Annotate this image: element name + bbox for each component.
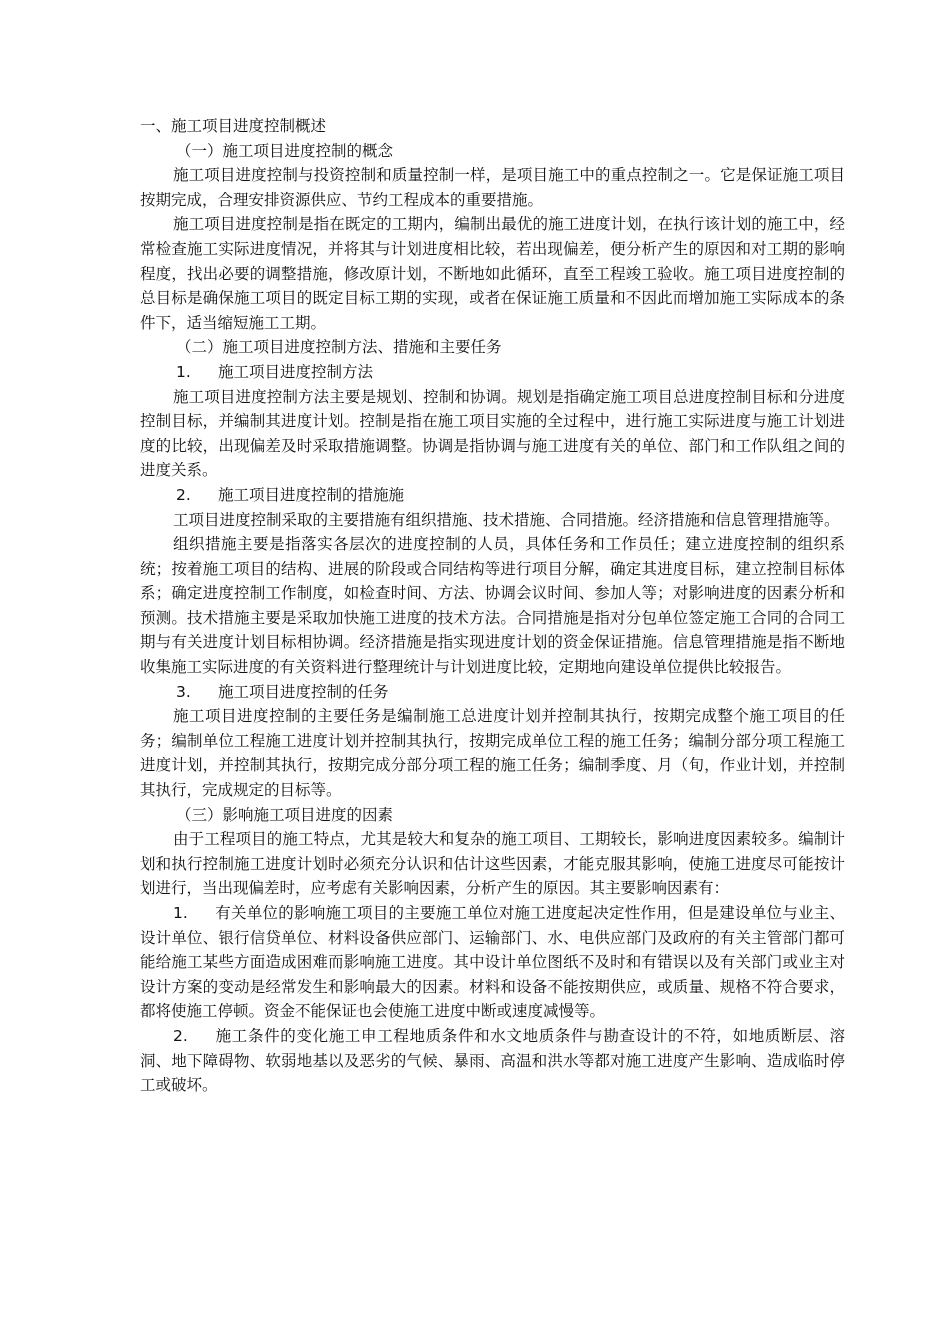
- subsection-2-1-paragraph: 施工项目进度控制方法主要是规划、控制和协调。规划是指确定施工项目总进度控制目标和分进度控制目标，并编制其进度计划。控制是指在施工项目实施的全过程中，进行施工实际进度与施工计划进度的比较，出现偏差及时采取措施调整。协调是指协调与施工进度有关的单位、部门和工作队组之间的进度关系。: [140, 387, 845, 480]
- factor-number: 2.: [173, 1026, 188, 1045]
- factor-text: 有关单位的影响施工项目的主要施工单位对施工进度起决定性作用，但是建设单位与业主、设计单位、银行信贷单位、材料设备供应部门、运输部门、水、电供应部门及政府的有关主管部门都可能给施工某些方面造成困难而影响施工进度。其中设计单位图纸不及时和有错误以及有关部门或业主对设计方案的变动是经常发生和影响最大的因素。材料和设备不能按期供应，或质量、规格不符合要求，都将使施工停顿。资金不能保证也会使施工进度中断或速度减慢等。: [140, 904, 845, 1021]
- subsection-number: 3.: [176, 682, 191, 701]
- heading-level-1: 一、施工项目进度控制概述: [140, 117, 327, 135]
- subsection-title: 施工项目进度控制的任务: [218, 682, 389, 701]
- section-1-paragraph-2: 施工项目进度控制是指在既定的工期内，编制出最优的施工进度计划，在执行该计划的施工中，经常检查施工实际进度情况，并将其与计划进度相比较，若出现偏差，便分析产生的原因和对工期的影响程度，找出必要的调整措施，修改原计划，不断地如此循环，直至工程竣工验收。施工项目进度控制的总目标是确保施工项目的既定目标工期的实现，或者在保证施工质量和不因此而增加施工实际成本的条件下，适当缩短施工工期。: [140, 215, 845, 332]
- section-3-title: （三）影响施工项目进度的因素: [176, 805, 394, 824]
- factor-number: 1.: [173, 904, 188, 922]
- factor-text: 施工条件的变化施工申工程地质条件和水文地质条件与勘查设计的不符，如地质断层、溶洞、地下障碍物、软弱地基以及恶劣的气候、暴雨、高温和洪水等都对施工进度产生影响、造成临时停工或破坏。: [140, 1026, 845, 1095]
- section-1-title: （一）施工项目进度控制的概念: [176, 141, 394, 160]
- section-1-paragraph-1: 施工项目进度控制与投资控制和质量控制一样，是项目施工中的重点控制之一。它是保证施工项目按期完成，合理安排资源供应、节约工程成本的重要措施。: [140, 166, 845, 209]
- section-3-paragraph: 由于工程项目的施工特点，尤其是较大和复杂的施工项目、工期较长，影响进度因素较多。编制计划和执行控制施工进度计划时必须充分认识和估计这些因素，才能克服其影响，使施工进度尽可能按计划进行，当出现偏差时，应考虑有关影响因素，分析产生的原因。其主要影响因素有：: [140, 830, 845, 898]
- factor-1-paragraph: [140, 901, 845, 1024]
- section-2-title: （二）施工项目进度控制方法、措施和主要任务: [176, 338, 502, 357]
- subsection-2-2-heading: [140, 483, 845, 508]
- subsection-number: 2.: [176, 485, 191, 504]
- subsection-2-3-paragraph: 施工项目进度控制的主要任务是编制施工总进度计划并控制其执行，按期完成整个施工项目的任务；编制单位工程施工进度计划并控制其执行，按期完成单位工程的施工任务；编制分部分项工程施工进度计划，并控制其执行，按期完成分部分项工程的施工任务；编制季度、月（旬，作业计划，并控制其执行，完成规定的目标等。: [140, 707, 845, 800]
- subsection-2-2-paragraph-2: 组织措施主要是指落实各层次的进度控制的人员，具体任务和工作员任；建立进度控制的组织系统；按着施工项目的结构、进展的阶段或合同结构等进行项目分解，确定其进度目标，建立控制目标体系；确定进度控制工作制度，如检查时间、方法、协调会议时间、参加人等；对影响进度的因素分析和预测。技术措施主要是采取加快施工进度的技术方法。合同措施是指对分包单位签定施工合同的合同工期与有关进度计划目标相协调。经济措施是指实现进度计划的资金保证措施。信息管理措施是指不断地收集施工实际进度的有关资料进行整理统计与计划进度比较，定期地向建设单位提供比较报告。: [140, 535, 845, 677]
- document-page: [140, 114, 845, 1098]
- subsection-2-3-heading: [140, 680, 845, 705]
- subsection-2-2-paragraph-1: 工项目进度控制采取的主要措施有组织措施、技术措施、合同措施。经济措施和信息管理措施等。: [173, 510, 840, 529]
- subsection-number: 1.: [176, 362, 191, 381]
- subsection-2-1-heading: [140, 360, 845, 385]
- factor-2-paragraph: [140, 1024, 845, 1098]
- subsection-title: 施工项目进度控制的措施施: [218, 485, 405, 504]
- subsection-title: 施工项目进度控制方法: [218, 362, 374, 381]
